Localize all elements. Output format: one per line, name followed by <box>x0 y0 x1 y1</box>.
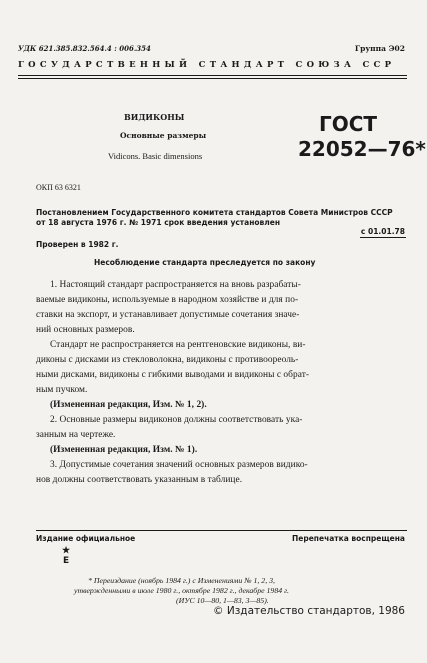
udk-code: УДК 621.385.832.564.4 : 006.354 <box>18 44 151 53</box>
decree-line-2: от 18 августа 1976 г. № 1971 срок введения установлен <box>36 218 281 227</box>
body-line: 3. Допустимые сочетания значений основных размеров видико- <box>50 460 308 470</box>
reprint-notice: Перепечатка воспрещена <box>291 534 405 543</box>
checked-year: Проверен в 1982 г. <box>36 240 119 249</box>
document-subtitle: Основные размеры <box>120 131 207 140</box>
body-line: 1. Настоящий стандарт распространяется на вновь разрабаты- <box>50 280 301 290</box>
body-line: (Измененная редакция, Изм. № 1). <box>50 445 198 455</box>
group-code: Группа Э02 <box>354 44 405 53</box>
header-rule-bottom <box>18 78 407 79</box>
document-title-english: Vidicons. Basic dimensions <box>108 151 203 161</box>
header-rule-top <box>18 75 407 76</box>
decree-line-1: Постановлением Государственного комитета стандартов Совета Министров СССР <box>36 208 393 217</box>
body-line: нов должны соответствовать указанным в таблице. <box>36 475 243 485</box>
body-line: ний основных размеров. <box>36 325 135 335</box>
body-line: ставки на экспорт, и устанавливает допустимые сочетания значе- <box>36 310 300 320</box>
body-line: ным пучком. <box>36 385 88 395</box>
legal-notice: Несоблюдение стандарта преследуется по закону <box>94 258 316 267</box>
body-line: ными дисками, видиконы с гибкими выводами и видиконы с обрат- <box>36 370 310 380</box>
quality-mark <box>62 546 70 566</box>
reissue-note-line-1: * Переиздание (ноябрь 1984 г.) с Изменениями № 1, 2, 3, <box>88 576 275 585</box>
reissue-note-line-2: утвержденными в июле 1980 г., октябре 1982 г., декабре 1984 г. <box>74 586 289 595</box>
body-line: занным на чертеже. <box>36 430 116 440</box>
body-line: (Измененная редакция, Изм. № 1, 2). <box>50 400 207 410</box>
document-title: ВИДИКОНЫ <box>124 112 185 122</box>
star-icon: ★ <box>62 546 71 556</box>
okp-code: ОКП 63 6321 <box>36 183 81 192</box>
gost-number: 22052—76* <box>298 137 426 161</box>
e-mark: Е <box>62 556 70 566</box>
effective-date: с 01.01.78 <box>360 227 405 236</box>
body-line: 2. Основные размеры видиконов должны соответствовать ука- <box>50 415 303 425</box>
body-line: диконы с дисками из стекловолокна, видиконы с противоореоль- <box>36 355 299 365</box>
copyright: © Издательство стандартов, 1986 <box>213 605 405 617</box>
gost-label: ГОСТ <box>319 112 378 136</box>
body-line: Стандарт не распространяется на рентгеновские видиконы, ви- <box>50 340 306 350</box>
official-edition: Издание официальное <box>36 534 136 543</box>
effective-date-underline <box>360 237 406 238</box>
footer-rule <box>36 530 407 531</box>
reissue-note-line-3: (ИУС 10—80, 1—83, 3—85). <box>176 596 269 605</box>
body-line: ваемые видиконы, используемые в народном хозяйстве и для по- <box>36 295 299 305</box>
state-standard-heading: ГОСУДАРСТВЕННЫЙ СТАНДАРТ СОЮЗА ССР <box>18 60 396 70</box>
